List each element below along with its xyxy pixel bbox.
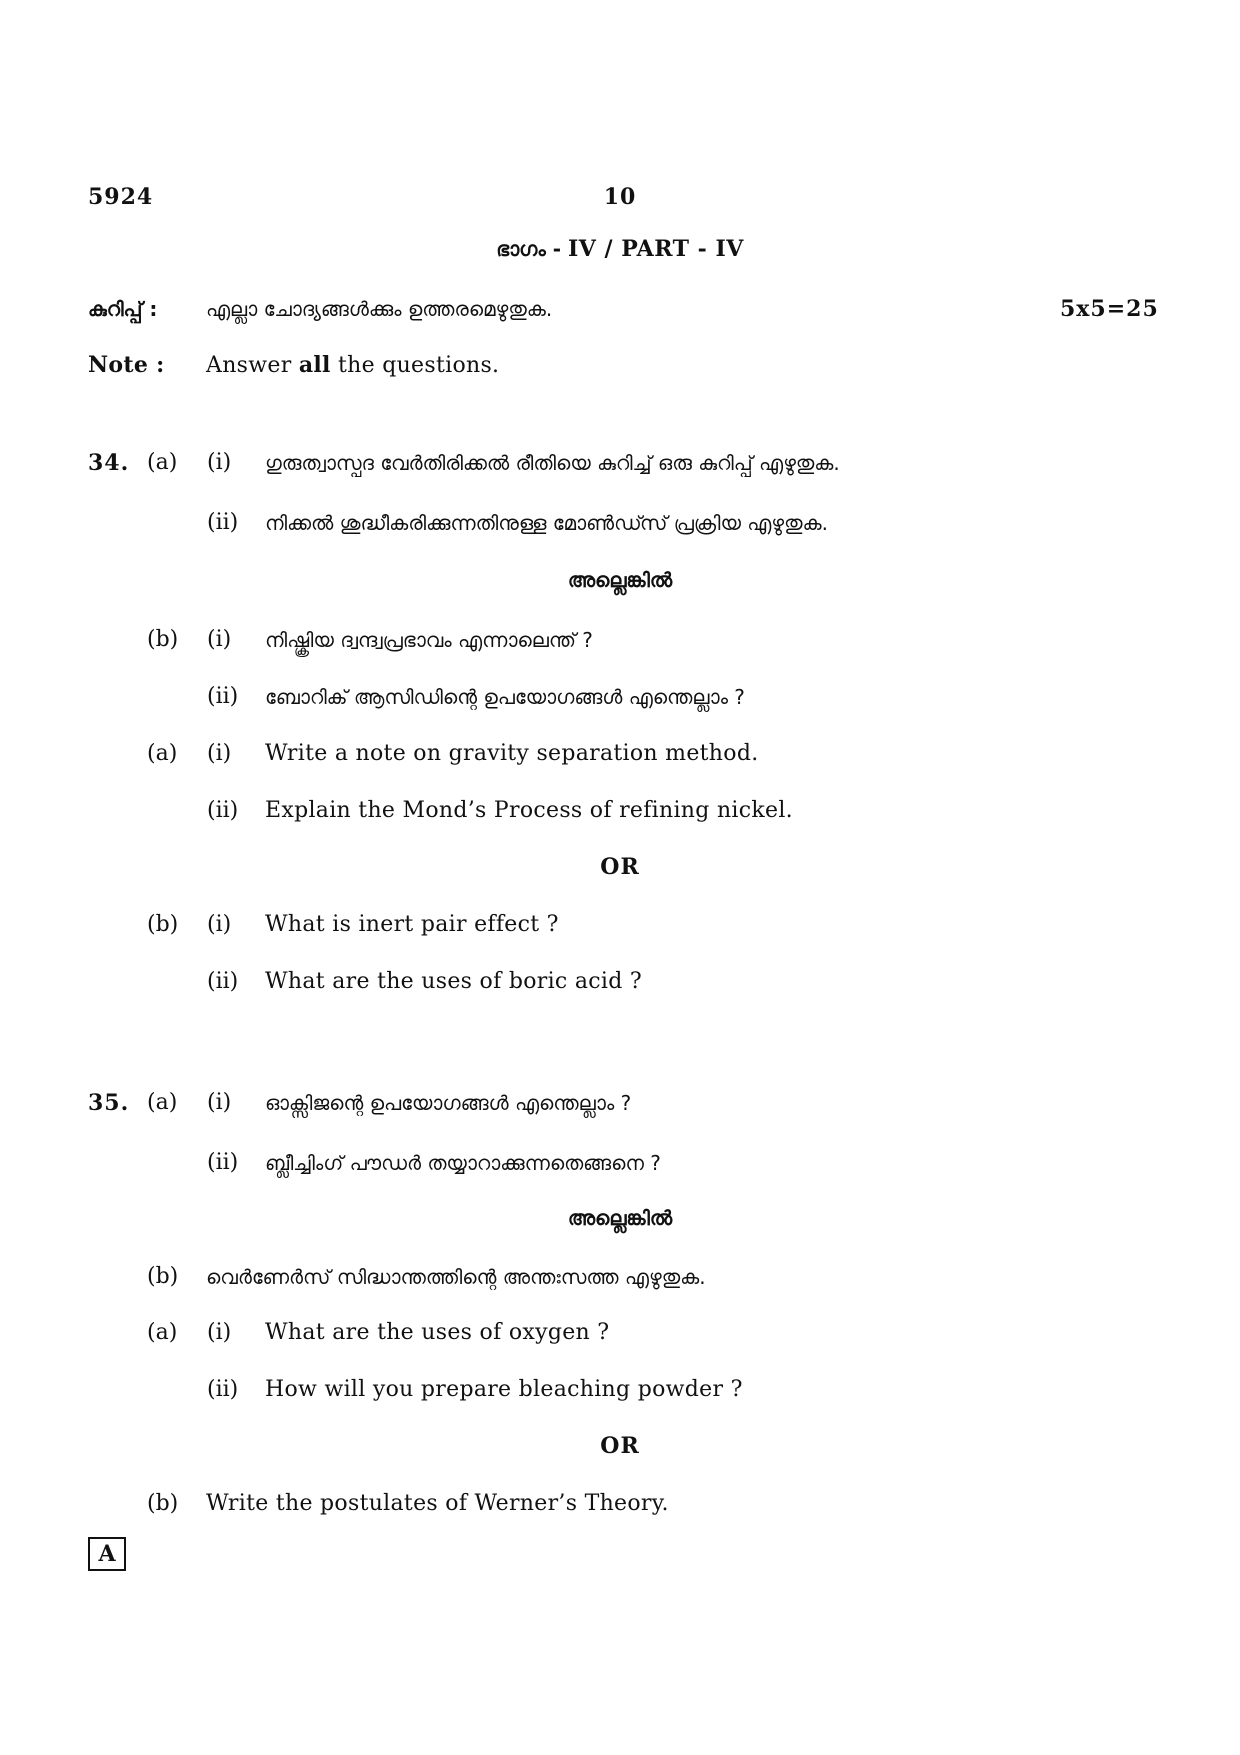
page-number: 10 bbox=[603, 184, 637, 210]
q34-ml-a-i-label: (i) bbox=[207, 450, 232, 475]
note-text-en-bold: all bbox=[298, 352, 331, 378]
note-text-en-pre: Answer bbox=[206, 353, 299, 378]
q35-en-a-ii-text: How will you prepare bleaching powder ? bbox=[265, 1377, 743, 1402]
note-text-ml: എല്ലാ ചോദ്യങ്ങൾക്കും ഉത്തരമെഴുതുക. bbox=[206, 297, 553, 321]
q34-en-a-label: (a) bbox=[147, 741, 178, 766]
q35-en-a-i-text: What are the uses of oxygen ? bbox=[265, 1320, 610, 1345]
q34-en-or: OR bbox=[600, 854, 640, 880]
note-text-en bbox=[206, 352, 499, 378]
q34-en-a-ii-label: (ii) bbox=[207, 798, 239, 823]
q34-en-b-ii-text: What are the uses of boric acid ? bbox=[265, 969, 642, 994]
q34-ml-b-ii-text: ബോറിക് ആസിഡിന്റെ ഉപയോഗങ്ങൾ എന്തെല്ലാം ? bbox=[265, 685, 745, 709]
note-text-en-post: the questions. bbox=[330, 353, 500, 378]
question-number-35: 35. bbox=[88, 1090, 130, 1116]
q35-en-a-label: (a) bbox=[147, 1320, 178, 1345]
q35-en-a-i-label: (i) bbox=[207, 1320, 232, 1345]
q35-en-a-ii-label: (ii) bbox=[207, 1377, 239, 1402]
q34-en-a-ii-text: Explain the Mond’s Process of refining nickel. bbox=[265, 798, 793, 823]
note-label-ml: കുറിപ്പ് : bbox=[88, 297, 158, 321]
part-heading-en: IV / PART - IV bbox=[568, 236, 744, 262]
q34-en-a-i-label: (i) bbox=[207, 741, 232, 766]
q34-en-a-i-text: Write a note on gravity separation method. bbox=[265, 741, 759, 766]
q35-ml-a-i-text: ഓക്സിജന്റെ ഉപയോഗങ്ങൾ എന്തെല്ലാം ? bbox=[265, 1091, 632, 1115]
q35-ml-a-i-label: (i) bbox=[207, 1090, 232, 1115]
q35-en-b-text: Write the postulates of Werner’s Theory. bbox=[206, 1491, 669, 1516]
question-number-34: 34. bbox=[88, 450, 130, 476]
note-label-en: Note : bbox=[88, 352, 165, 378]
marks-allocation: 5x5=25 bbox=[1060, 296, 1159, 322]
q35-ml-b-text: വെർണേർസ് സിദ്ധാന്തത്തിന്റെ അന്തഃസത്ത എഴുതുക. bbox=[206, 1265, 706, 1289]
q34-ml-b-i-text: നിഷ്ക്രിയ ദ്വന്ദ്വപ്രഭാവം എന്നാലെന്ത് ? bbox=[265, 628, 593, 652]
part-heading-ml: ഭാഗം - bbox=[496, 237, 568, 261]
q34-en-b-i-text: What is inert pair effect ? bbox=[265, 912, 559, 937]
q34-en-b-ii-label: (ii) bbox=[207, 969, 239, 994]
q34-ml-b-ii-label: (ii) bbox=[207, 684, 239, 709]
q34-ml-a-i-text: ഗുരുത്വാസ്പദ വേർതിരിക്കൽ രീതിയെ കുറിച്ച് ഒരു കുറിപ്പ് എഴുതുക. bbox=[265, 451, 840, 475]
q34-en-b-i-label: (i) bbox=[207, 912, 232, 937]
q35-ml-a-label: (a) bbox=[147, 1090, 178, 1115]
q34-ml-a-ii-text: നിക്കൽ ശുദ്ധീകരിക്കുന്നതിനുള്ള മോൺഡ്സ് പ്രക്രിയ എഴുതുക. bbox=[265, 511, 828, 535]
q35-ml-a-ii-text: ബ്ലീച്ചിംഗ് പൗഡർ തയ്യാറാക്കുന്നതെങ്ങനെ ? bbox=[265, 1151, 661, 1175]
q34-ml-b-label: (b) bbox=[147, 627, 179, 652]
version-box: A bbox=[88, 1537, 126, 1571]
q35-ml-b-label: (b) bbox=[147, 1264, 179, 1289]
q34-ml-a-ii-label: (ii) bbox=[207, 510, 239, 535]
q34-ml-b-i-label: (i) bbox=[207, 627, 232, 652]
q35-en-or: OR bbox=[600, 1433, 640, 1459]
q34-ml-a-label: (a) bbox=[147, 450, 178, 475]
q34-ml-or: അല്ലെങ്കിൽ bbox=[567, 568, 673, 592]
q35-ml-or: അല്ലെങ്കിൽ bbox=[567, 1206, 673, 1230]
q35-ml-a-ii-label: (ii) bbox=[207, 1150, 239, 1175]
q35-en-b-label: (b) bbox=[147, 1491, 179, 1516]
part-heading bbox=[496, 236, 744, 262]
question-paper-code: 5924 bbox=[88, 184, 154, 210]
q34-en-b-label: (b) bbox=[147, 912, 179, 937]
